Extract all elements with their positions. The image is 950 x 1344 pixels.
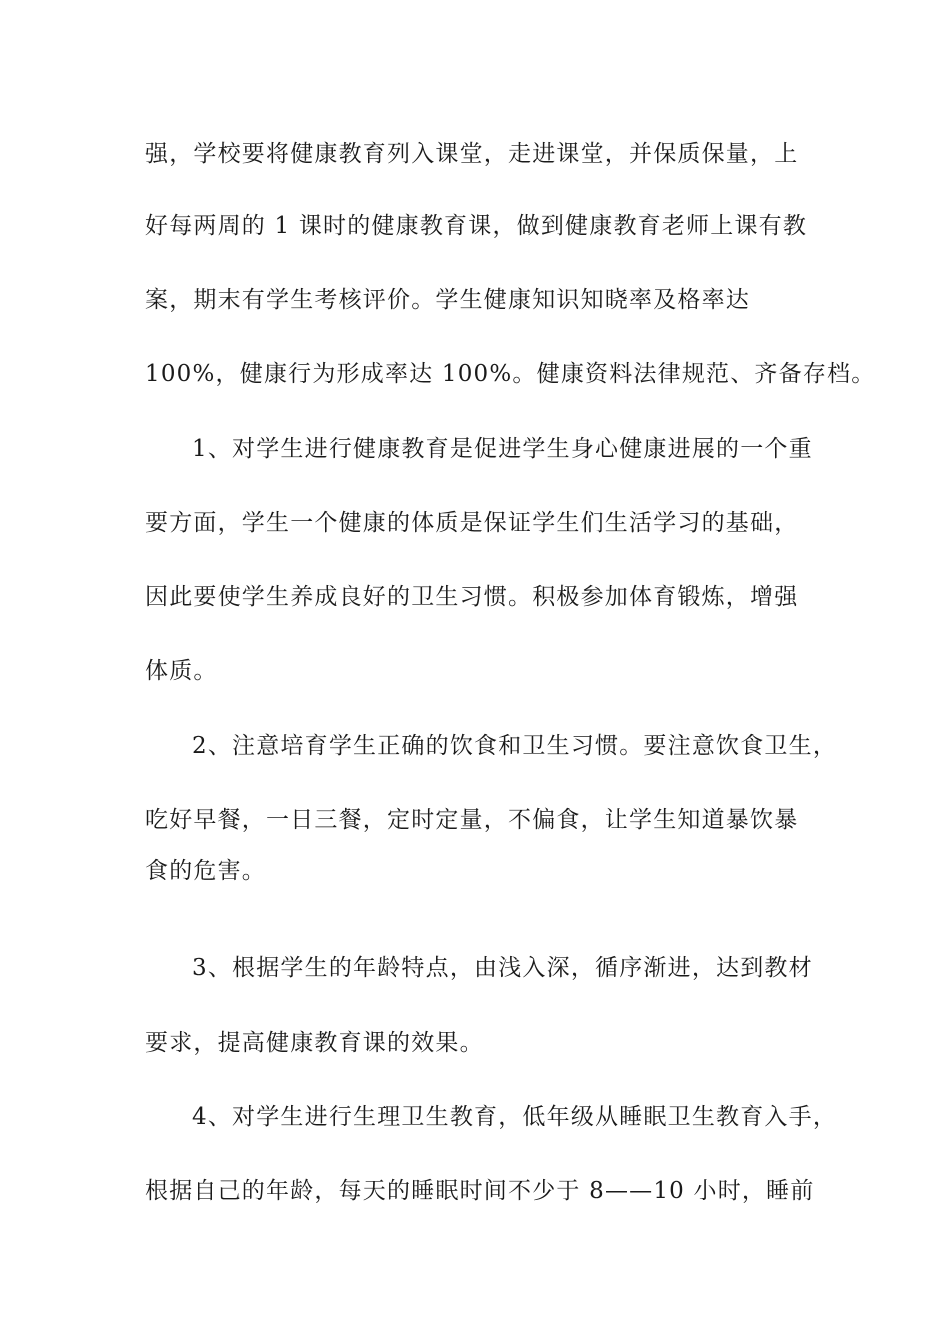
text-line: 案，期末有学生考核评价。学生健康知识知晓率及格率达 [145, 287, 750, 313]
paragraph-3-first-line: 3、根据学生的年龄特点，由浅入深，循序渐进，达到教材 [192, 955, 813, 981]
text-line: 要方面，学生一个健康的体质是保证学生们生活学习的基础， [145, 510, 799, 536]
text-line: 强，学校要将健康教育列入课堂，走进课堂，并保质保量，上 [145, 141, 799, 167]
text-line: 要求，提高健康教育课的效果。 [145, 1030, 484, 1056]
text-line: 体质。 [145, 658, 218, 684]
paragraph-2-first-line: 2、注意培育学生正确的饮食和卫生习惯。要注意饮食卫生， [192, 733, 838, 759]
text-line: 100%，健康行为形成率达 100%。健康资料法律规范、齐备存档。 [145, 361, 876, 387]
text-line: 根据自己的年龄，每天的睡眠时间不少于 8——10 小时，睡前 [145, 1178, 815, 1204]
paragraph-1-first-line: 1、对学生进行健康教育是促进学生身心健康进展的一个重 [192, 436, 813, 462]
text-line: 吃好早餐，一日三餐，定时定量，不偏食，让学生知道暴饮暴 [145, 807, 799, 833]
text-line: 食的危害。 [145, 858, 266, 884]
text-line: 因此要使学生养成良好的卫生习惯。积极参加体育锻炼，增强 [145, 584, 799, 610]
text-line: 好每两周的 1 课时的健康教育课，做到健康教育老师上课有教 [145, 213, 808, 239]
paragraph-4-first-line: 4、对学生进行生理卫生教育，低年级从睡眠卫生教育入手， [192, 1104, 838, 1130]
